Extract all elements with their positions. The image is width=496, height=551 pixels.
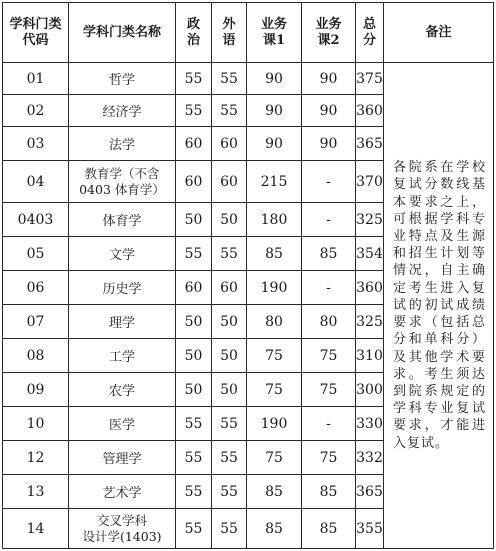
- cell-name: [69, 127, 176, 161]
- cell-code: 13: [3, 475, 69, 509]
- cell-code: 12: [3, 441, 69, 475]
- cell-politics: 50: [176, 305, 212, 339]
- cell-name-line2: 设计学(1403): [82, 528, 162, 544]
- cell-code: 09: [3, 373, 69, 407]
- header-course1: 业务 课1: [247, 3, 302, 63]
- cell-course2: 90: [302, 127, 356, 161]
- cell-code: 0403: [3, 203, 69, 237]
- cell-course1: 85: [247, 475, 302, 509]
- cell-language: 55: [212, 441, 247, 475]
- cell-name-line1: 教育学（不含: [84, 165, 160, 181]
- cell-code: 02: [3, 95, 69, 127]
- cell-language: 50: [212, 373, 247, 407]
- cell-course2: -: [302, 161, 356, 203]
- cell-politics: 60: [176, 127, 212, 161]
- cell-name-line1: 哲学: [108, 73, 135, 88]
- cell-code: 06: [3, 271, 69, 305]
- cell-name: [69, 509, 176, 549]
- cell-course1: 80: [247, 305, 302, 339]
- cell-course1: 85: [247, 237, 302, 271]
- cell-name: [69, 373, 176, 407]
- cell-total: 354: [356, 237, 384, 271]
- cell-total: 360: [356, 271, 384, 305]
- cell-politics: 55: [176, 509, 212, 549]
- cell-name: [69, 475, 176, 509]
- cell-language: 55: [212, 509, 247, 549]
- header-name: 学科门类名称: [69, 3, 176, 63]
- header-language: 外 语: [212, 3, 247, 63]
- cell-total: 365: [356, 127, 384, 161]
- cell-language: 55: [212, 475, 247, 509]
- header-row: [3, 3, 494, 63]
- header-code-line1: 学科门类: [9, 16, 62, 32]
- cell-course2: 75: [302, 441, 356, 475]
- cell-name: [69, 407, 176, 441]
- cell-name: [69, 441, 176, 475]
- cell-name-line1: 管理学: [102, 452, 142, 467]
- cell-code: 05: [3, 237, 69, 271]
- cell-code: 04: [3, 161, 69, 203]
- header-politics: 政 治: [176, 3, 212, 63]
- cell-course1: 90: [247, 63, 302, 95]
- table-row: [3, 63, 494, 95]
- cell-politics: 60: [176, 161, 212, 203]
- cell-total: 332: [356, 441, 384, 475]
- cell-course2: -: [302, 271, 356, 305]
- cell-course1: 75: [247, 339, 302, 373]
- cell-course2: 90: [302, 63, 356, 95]
- cell-politics: 55: [176, 441, 212, 475]
- cell-language: 60: [212, 271, 247, 305]
- cell-language: 60: [212, 127, 247, 161]
- cell-course1: 85: [247, 509, 302, 549]
- cell-name-line1: 理学: [108, 316, 135, 331]
- cell-name-line1: 体育学: [102, 214, 142, 229]
- cell-politics: 50: [176, 339, 212, 373]
- score-requirements-table: [2, 2, 494, 549]
- header-remark: 备注: [384, 3, 494, 63]
- cell-language: 50: [212, 305, 247, 339]
- cell-politics: 50: [176, 203, 212, 237]
- header-total: 总 分: [356, 3, 384, 63]
- cell-total: 370: [356, 161, 384, 203]
- cell-course2: 85: [302, 237, 356, 271]
- cell-course2: -: [302, 203, 356, 237]
- cell-language: 50: [212, 339, 247, 373]
- cell-language: 55: [212, 237, 247, 271]
- cell-course2: 75: [302, 339, 356, 373]
- header-code: [3, 3, 69, 63]
- cell-course2: 85: [302, 509, 356, 549]
- cell-politics: 55: [176, 95, 212, 127]
- header-code-line2: 代码: [22, 32, 49, 48]
- cell-name-line1: 交叉学科: [96, 512, 147, 528]
- cell-name-line1: 历史学: [102, 282, 142, 297]
- cell-language: 55: [212, 95, 247, 127]
- cell-course1: 90: [247, 127, 302, 161]
- cell-language: 50: [212, 203, 247, 237]
- cell-course2: 75: [302, 373, 356, 407]
- cell-name-line1: 医学: [108, 418, 135, 433]
- cell-course1: 75: [247, 373, 302, 407]
- cell-course1: 190: [247, 271, 302, 305]
- cell-politics: 55: [176, 407, 212, 441]
- cell-name: [69, 203, 176, 237]
- cell-code: 07: [3, 305, 69, 339]
- cell-name: [69, 63, 176, 95]
- cell-total: 360: [356, 95, 384, 127]
- cell-name-line1: 经济学: [102, 105, 142, 120]
- cell-code: 08: [3, 339, 69, 373]
- cell-name: [69, 305, 176, 339]
- cell-code: 14: [3, 509, 69, 549]
- cell-name: [69, 161, 176, 203]
- cell-course1: 90: [247, 95, 302, 127]
- cell-language: 55: [212, 407, 247, 441]
- remark-text: 各院系在学校复试分数线基本要求之上，可根据学科专业特点及生源和招生计划等情况，自主确定考生进入复试的初试成绩要求（包括总分和单科分）及其他学术要求。考生须达到院系规定的学科专业复试要求，才能进入复试。: [384, 63, 494, 549]
- cell-total: 375: [356, 63, 384, 95]
- cell-total: 300: [356, 373, 384, 407]
- cell-total: 365: [356, 475, 384, 509]
- cell-code: 01: [3, 63, 69, 95]
- cell-name-line2: 0403 体育学）: [79, 181, 165, 197]
- cell-politics: 55: [176, 475, 212, 509]
- cell-total: 355: [356, 509, 384, 549]
- cell-name: [69, 271, 176, 305]
- cell-code: 03: [3, 127, 69, 161]
- table-body: [3, 63, 494, 549]
- cell-name-line1: 工学: [108, 350, 135, 365]
- cell-name: [69, 339, 176, 373]
- cell-politics: 55: [176, 63, 212, 95]
- cell-politics: 60: [176, 271, 212, 305]
- cell-course1: 75: [247, 441, 302, 475]
- cell-politics: 55: [176, 237, 212, 271]
- cell-course1: 215: [247, 161, 302, 203]
- cell-name-line1: 文学: [108, 248, 135, 263]
- cell-language: 55: [212, 63, 247, 95]
- cell-language: 60: [212, 161, 247, 203]
- cell-course1: 190: [247, 407, 302, 441]
- cell-name: [69, 237, 176, 271]
- cell-name: [69, 95, 176, 127]
- cell-course2: 80: [302, 305, 356, 339]
- cell-name-line1: 法学: [108, 138, 135, 153]
- cell-total: 310: [356, 339, 384, 373]
- cell-name-line1: 艺术学: [102, 486, 142, 501]
- header-course2: 业务 课2: [302, 3, 356, 63]
- cell-total: 325: [356, 203, 384, 237]
- cell-name-line1: 农学: [108, 384, 135, 399]
- cell-total: 325: [356, 305, 384, 339]
- cell-politics: 50: [176, 373, 212, 407]
- cell-total: 330: [356, 407, 384, 441]
- cell-course2: 90: [302, 95, 356, 127]
- cell-code: 10: [3, 407, 69, 441]
- cell-course2: 85: [302, 475, 356, 509]
- cell-course1: 180: [247, 203, 302, 237]
- cell-course2: -: [302, 407, 356, 441]
